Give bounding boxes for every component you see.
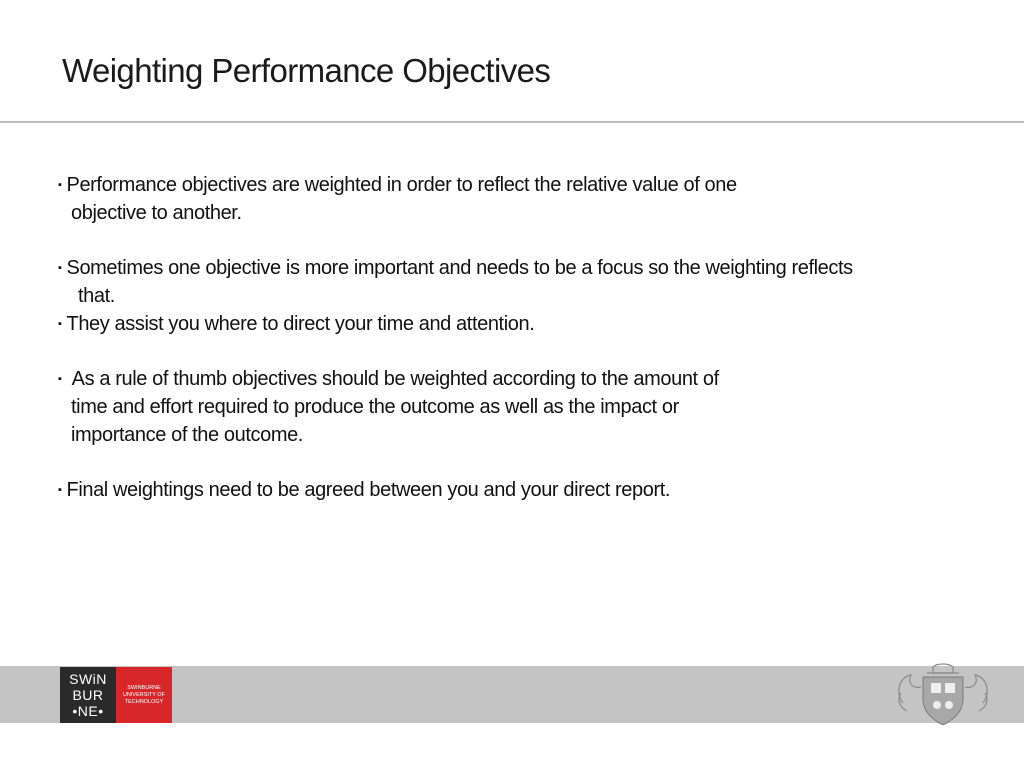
swinburne-logo <box>60 667 172 723</box>
bullet-item-3 <box>58 310 534 338</box>
bullet-item-4 <box>58 365 719 393</box>
logo-wordmark <box>116 667 172 723</box>
bullet-icon: ▪ <box>58 318 62 330</box>
bullet-text: Final weightings need to be agreed between you and your direct report. <box>66 479 671 501</box>
logo-text-line: SWINBURNE <box>127 684 161 691</box>
bullet-text: They assist you where to direct your time and attention. <box>66 313 535 335</box>
logo-mark-line: •NE• <box>72 703 104 719</box>
bullet-continuation: importance of the outcome. <box>71 424 303 446</box>
bullet-item-2 <box>58 254 853 282</box>
bullet-icon: ▪ <box>58 373 62 385</box>
bullet-continuation: time and effort required to produce the outcome as well as the impact or <box>71 396 679 418</box>
bullet-text: As a rule of thumb objectives should be weighted according to the amount of <box>71 368 719 390</box>
bullet-icon: ▪ <box>58 262 62 274</box>
logo-mark <box>60 667 116 723</box>
bullet-icon: ▪ <box>58 179 62 191</box>
university-crest-icon <box>893 663 993 725</box>
bullet-item-1 <box>58 171 737 199</box>
logo-text-line: UNIVERSITY OF <box>122 691 166 698</box>
bullet-item-5 <box>58 476 670 504</box>
title-divider <box>0 121 1024 123</box>
logo-text-line: TECHNOLOGY <box>124 698 164 705</box>
bullet-text: Performance objectives are weighted in order to reflect the relative value of one <box>66 174 737 196</box>
slide-title: Weighting Performance Objectives <box>62 52 551 89</box>
logo-mark-line: BUR <box>72 687 104 703</box>
bullet-continuation: objective to another. <box>71 202 242 224</box>
bullet-continuation: that. <box>78 285 115 307</box>
bullet-icon: ▪ <box>58 484 62 496</box>
logo-mark-line: SWiN <box>69 671 107 687</box>
bullet-text: Sometimes one objective is more important and needs to be a focus so the weighting reflects <box>66 257 853 279</box>
